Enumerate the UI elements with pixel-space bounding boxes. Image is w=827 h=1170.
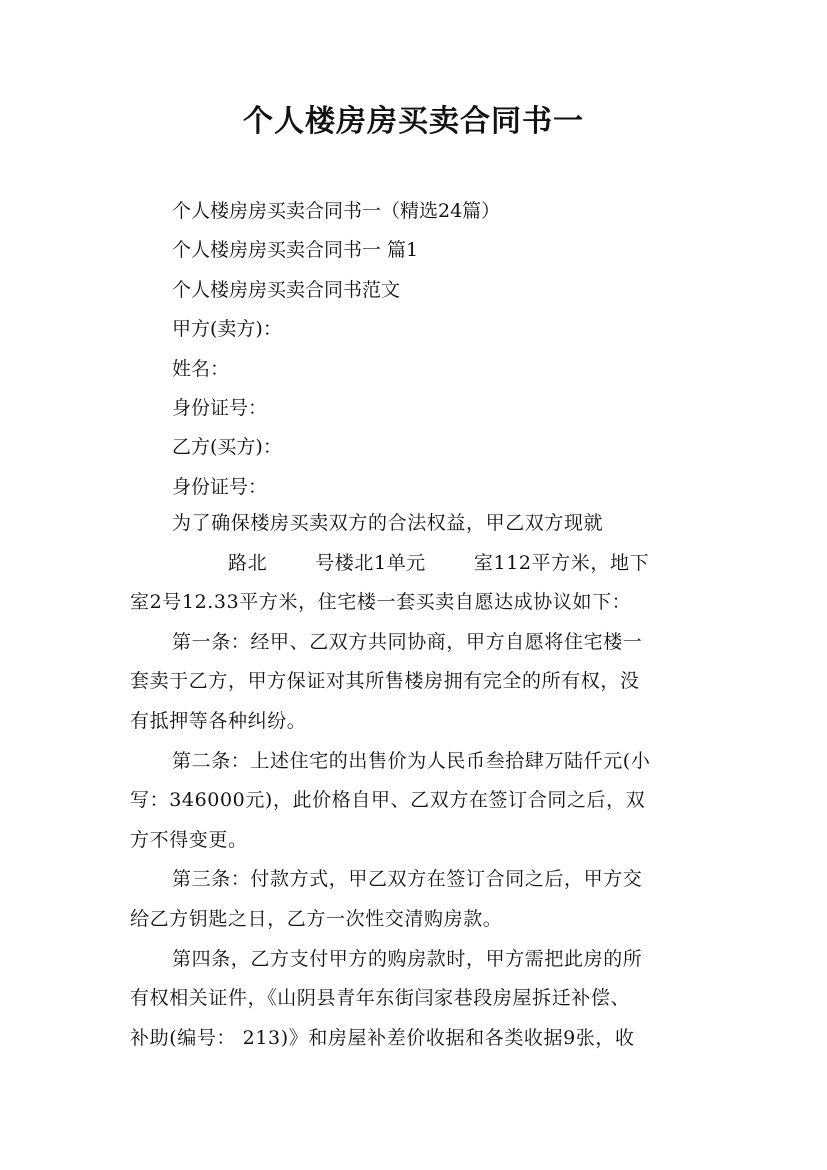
header-line: 甲方(卖方)： — [172, 318, 282, 341]
body-line: 为了确保楼房买卖双方的合法权益，甲乙双方现就 — [172, 512, 604, 534]
body-line: 方不得变更。 — [130, 828, 248, 851]
header-line: 乙方(买方)： — [172, 436, 282, 459]
header-lines — [172, 192, 732, 507]
body-line: 有抵押等各种纠纷。 — [130, 709, 307, 732]
body-line: 室2号12.33平方米，住宅楼一套买卖自愿达成协议如下： — [130, 591, 632, 614]
header-line: 个人楼房房买卖合同书一（精选24篇） — [172, 200, 501, 222]
header-line: 个人楼房房买卖合同书一 篇1 — [172, 239, 419, 262]
address-road: 路北 — [228, 551, 268, 574]
header-line: 身份证号： — [172, 475, 268, 498]
body-line: 第四条，乙方支付甲方的购房款时，甲方需把此房的所 — [172, 947, 643, 970]
body-line: 给乙方钥匙之日，乙方一次性交清购房款。 — [130, 907, 503, 930]
body-text — [130, 504, 720, 1058]
header-line: 姓名： — [172, 357, 230, 380]
body-line: 第三条：付款方式，甲乙双方在签订合同之后，甲方交 — [172, 868, 643, 891]
body-line: 补助(编号： 213)》和房屋补差价收据和各类收据9张，收 — [130, 1026, 635, 1049]
body-line: 有权相关证件，《山阴县青年东街闫家巷段房屋拆迁补偿、 — [130, 987, 631, 1010]
address-building: 号楼北1单元 — [315, 551, 426, 574]
body-line: 写：346000元)，此价格自甲、乙双方在签订合同之后，双 — [130, 789, 646, 812]
body-line: 第一条：经甲、乙双方共同协商，甲方自愿将住宅楼一 — [172, 630, 643, 653]
document-title: 个人楼房房买卖合同书一 — [243, 104, 584, 139]
header-line: 身份证号： — [172, 396, 268, 419]
header-line: 个人楼房房买卖合同书范文 — [172, 278, 401, 301]
address-room: 室112平方米，地下 — [473, 551, 650, 574]
body-line: 第二条：上述住宅的出售价为人民币叁拾肆万陆仟元(小 — [172, 749, 651, 772]
body-line — [130, 544, 720, 584]
body-line: 套卖于乙方，甲方保证对其所售楼房拥有完全的所有权，没 — [130, 670, 640, 693]
